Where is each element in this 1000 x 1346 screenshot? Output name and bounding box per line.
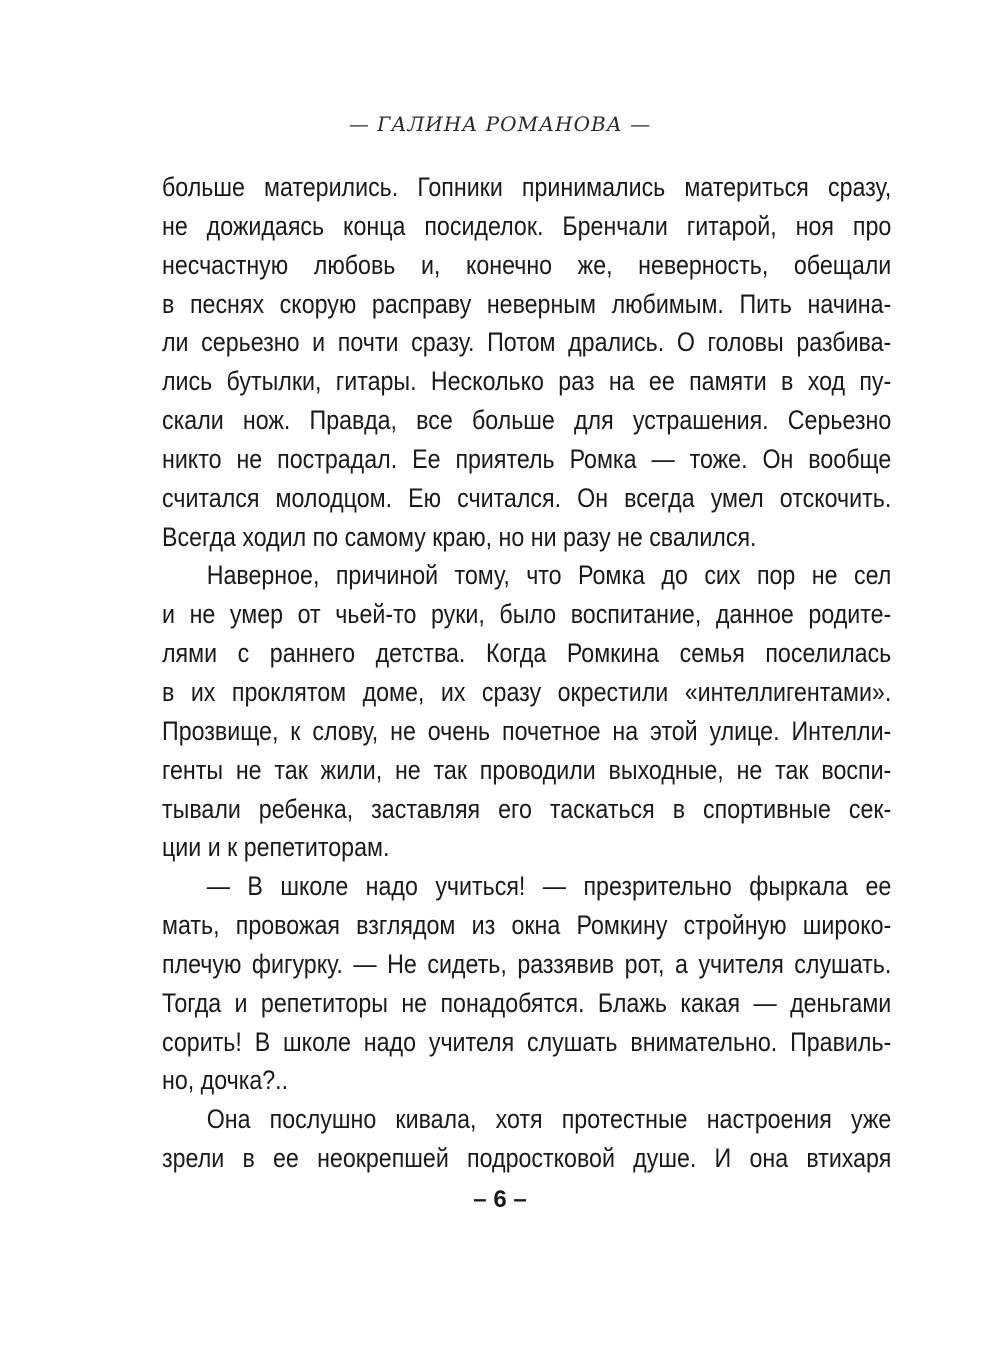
text-line: мать, провожая взглядом из окна Ромкину стройную широко- [162,910,892,941]
text-line: несчастную любовь и, конечно же, неверность, обещали [162,249,892,280]
text-line: плечую фигурку. — Не сидеть, раззявив рот, а учителя слушать. [162,948,892,979]
text-line: лись бутылки, гитары. Несколько раз на ее памяти в ход пу- [162,366,892,397]
text-line: лями с раннего детства. Когда Ромкина семья поселилась [162,638,892,669]
text-line: скали нож. Правда, все больше для устрашения. Серьезно [162,405,892,436]
text-line: ции и к репетиторам. [162,832,390,863]
text-line: больше матерились. Гопники принимались материться сразу, [162,172,892,202]
running-header: — ГАЛИНА РОМАНОВА — [348,112,652,136]
text-line: сорить! В школе надо учителя слушать внимательно. Правиль- [162,1026,892,1057]
text-line: считался молодцом. Ею считался. Он всегда умел отскочить. [162,482,892,513]
body-text [162,168,892,1178]
text-line: в их проклятом доме, их сразу окрестили «интеллигентами». [162,676,892,707]
text-line: зрели в ее неокрепшей подростковой душе. И она втихаря [162,1143,892,1174]
text-line: генты не так жили, не так проводили выходные, не так воспи- [162,754,892,785]
page-number: – 6 – [473,1186,527,1213]
text-line: тывали ребенка, заставляя его таскаться в спортивные сек- [162,793,892,824]
paragraph-first-line: Наверное, причиной тому, что Ромка до сих пор не сел [206,560,892,591]
text-line: и не умер от чьей-то руки, было воспитание, данное родите- [162,599,892,630]
paragraph-first-line: Она послушно кивала, хотя протестные настроения уже [206,1104,892,1135]
text-line: не дожидаясь конца посиделок. Бренчали гитарой, ноя про [162,210,892,241]
text-line: но, дочка?.. [162,1065,289,1096]
paragraph-first-line: — В школе надо учиться! — презрительно фыркала ее [206,871,892,902]
text-line: Тогда и репетиторы не понадобятся. Блажь какая — деньгами [162,987,892,1018]
text-line: ли серьезно и почти сразу. Потом дрались. О головы разбива- [162,327,892,358]
text-line: никто не пострадал. Ее приятель Ромка — тоже. Он вообще [162,443,892,474]
text-line: Прозвище, к слову, не очень почетное на этой улице. Интелли- [162,715,892,746]
text-line: Всегда ходил по самому краю, но ни разу не свалился. [162,521,757,552]
text-line: в песнях скорую расправу неверным любимым. Пить начина- [162,288,892,319]
